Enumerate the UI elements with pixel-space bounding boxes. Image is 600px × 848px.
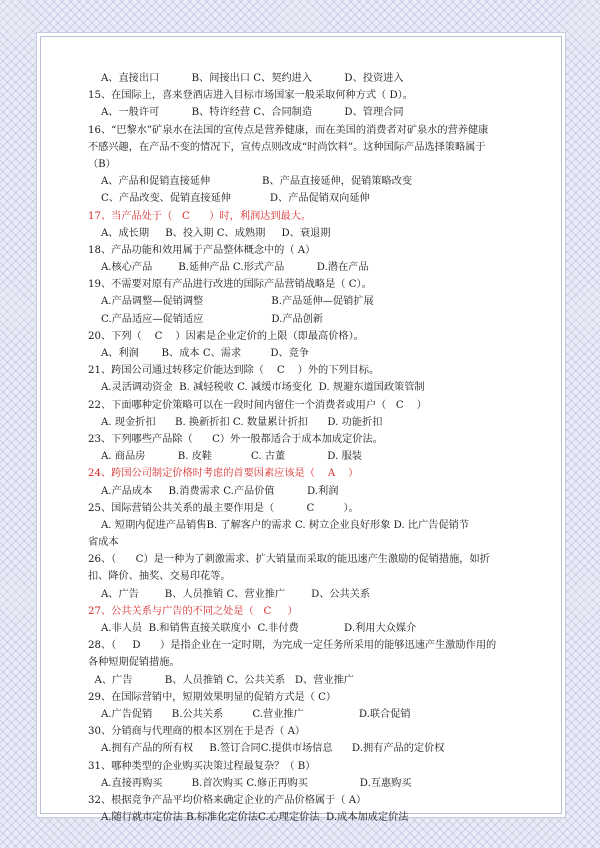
text-line: 16、“巴黎水”矿泉水在法国的宣传点是营养健康，而在美国的消费者对矿泉水的营养健康 [88,124,489,136]
text-line: 18、产品功能和效用属于产品整体概念中的（ A） [88,244,316,256]
text-line: 28、（ D ）是指企业在一定时期，为完成一定任务所采用的能够迅速产生激励作用的 [88,640,497,652]
text-line: 32、根据竞争产品平均价格来确定企业的产品价格属于（ A） [88,794,367,806]
text-line: A、产品和促销直接延伸 B、产品直接延伸，促销策略改变 [88,176,413,188]
text-line: 21、跨国公司通过转移定价能达到除（ C ）外的下列目标。 [88,365,380,377]
text-line: （B） [88,158,116,170]
text-line: 24、跨国公司制定价格时考虑的首要因素应该是（ A ） [88,468,359,480]
text-line: A.灵活调动资金 B. 减轻税收 C. 减缓市场变化 D. 规避东道国政策管制 [88,382,425,394]
text-line: 23、下列哪些产品除（ C）外一般都适合于成本加成定价法。 [88,433,383,445]
text-line: 15、在国际上，喜来登酒店进入目标市场国家一般采取何种方式（ D）。 [88,90,413,102]
text-line: 20、下列（ C ）因素是企业定价的上限（即最高价格）。 [88,330,364,342]
text-line: 30、分销商与代理商的根本区别在于是否（ A） [88,726,306,738]
text-line: A.广告促销 B.公共关系 C.营业推广 D.联合促销 [88,708,411,720]
text-line: 27、公共关系与广告的不同之处是（ C ） [88,605,298,617]
text-line: 省成本 [88,537,119,549]
text-line: A.直接再购买 B.首次购买 C.修正再购买 D.互惠购买 [88,777,412,789]
text-line: A.非人员 B.和销售直接关联度小 C.非付费 D.利用大众媒介 [88,623,417,634]
text-line: 25、国际营销公共关系的最主要作用是（ C ）。 [88,502,359,514]
text-line: 22、下面哪种定价策略可以在一段时间内留住一个消费者或用户（ C ） [88,399,427,411]
text-line: 19、不需要对原有产品进行改进的国际产品营销战略是（ C）。 [88,279,372,291]
text-line: 31、哪种类型的企业购买决策过程最复杂？（ B） [88,760,316,772]
text-line: 29、在国际营销中，短期效果明显的促销方式是（ C） [88,691,337,703]
text-line: 扣、降价、抽奖、交易印花等。 [88,571,231,583]
text-line: 各种短期促销措施。 [88,657,180,669]
text-line: A. 商品房 B. 皮鞋 C. 古董 D. 服装 [88,451,362,463]
text-line: A.核心产品 B.延伸产品 C.形式产品 D.潜在产品 [88,262,369,274]
text-line: C.产品适应—促销适应 D.产品创新 [88,313,324,325]
text-line: A、利润 B、成本 C、需求 D、竞争 [88,348,310,359]
text-line: A、直接出口 B、间接出口 C、契约进入 D、投资进入 [88,73,404,84]
text-line: C、产品改变、促销直接延伸 D、产品促销双向延伸 [88,193,370,205]
text-line: A.随行就市定价法 B.标准化定价法C.心理定价法 D.成本加成定价法 [88,812,409,824]
text-line: A、一般许可 B、特许经营 C、合同制造 D、管理合同 [88,107,404,119]
question-list [88,70,528,826]
text-line: A. 现金折扣 B. 换新折扣 C. 数量累计折扣 D. 功能折扣 [88,416,383,428]
text-line: A. 短期内促进产品销售B. 了解客户的需求 C. 树立企业良好形象 D. 比广告促销节 [88,519,470,531]
text-line: A.产品成本 B.消费需求 C.产品价值 D.利润 [88,485,339,497]
text-line: 17、当产品处于（ C ）时，利润达到最大。 [88,210,312,222]
text-line: 26、（ C）是一种为了刺激需求、扩大销量而采取的能迅速产生激励的促销措施，如折 [88,554,490,566]
text-line: A、广告 B、人员推销 C、公共关系 D、营业推广 [88,674,354,686]
text-line: A.产品调整—促销调整 B.产品延伸—促销扩展 [88,296,374,308]
text-line: A、广告 B、人员推销 C、营业推广 D、公共关系 [88,588,371,600]
text-line: A.拥有产品的所有权 B.签订合同C.提供市场信息 D.拥有产品的定价权 [88,743,445,755]
text-line: 不感兴趣，在产品不变的情况下，宣传点则改成“时尚饮料”。这种国际产品选择策略属于 [88,141,486,153]
text-line: A、成长期 B、投入期 C、成熟期 D、衰退期 [88,227,331,239]
